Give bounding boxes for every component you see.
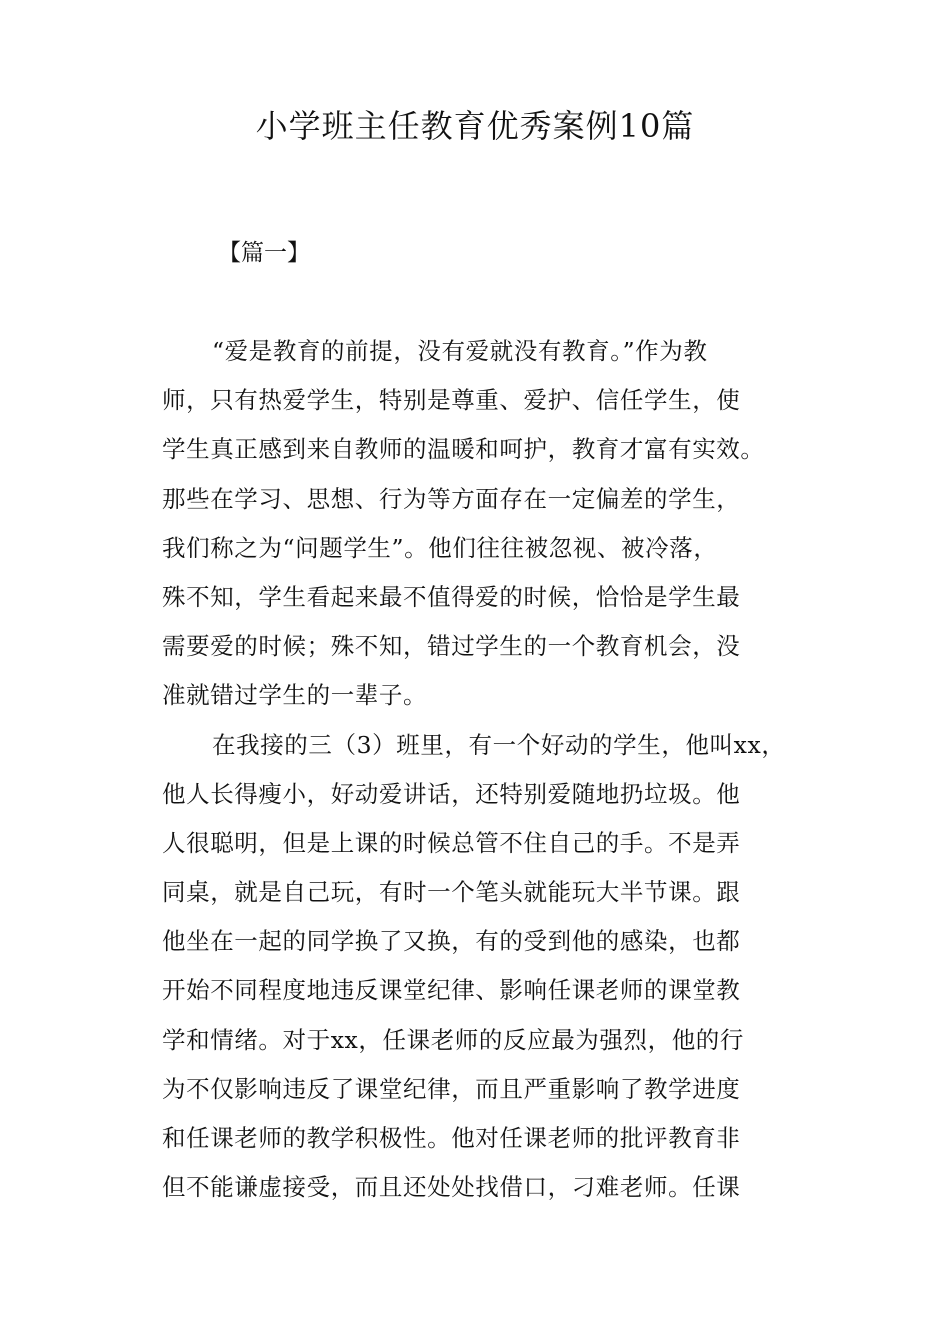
text-line: 和任课老师的教学积极性。他对任课老师的批评教育非 [162,1124,741,1152]
text-line: 学生真正感到来自教师的温暖和呵护，教育才富有实效。 [162,435,765,464]
text-line: 需要爱的时候；殊不知，错过学生的一个教育机会，没 [162,632,741,661]
text-line: 师，只有热爱学生，特别是尊重、爱护、信任学生，使 [162,386,741,415]
text-line: 他坐在一起的同学换了又换，有的受到他的感染，也都 [162,927,741,956]
text-line: 但不能谦虚接受，而且还处处找借口，刁难老师。任课 [162,1173,741,1202]
text-line: 同桌，就是自己玩，有时一个笔头就能玩大半节课。跟 [162,878,741,907]
section-label: 【篇一】 [218,240,310,266]
text-line: 他人长得瘦小，好动爱讲话，还特别爱随地扔垃圾。他 [162,779,741,808]
text-line: “爱是教育的前提，没有爱就没有教育。”作为教 [212,337,708,365]
text-line: 那些在学习、思想、行为等方面存在一定偏差的学生， [162,484,741,513]
text-line: 学和情绪。对于xx，任课老师的反应最为强烈，他的行 [162,1025,745,1054]
text-line: 殊不知，学生看起来最不值得爱的时候，恰恰是学生最 [162,582,741,611]
text-line: 我们称之为“问题学生”。他们往往被忽视、被冷落， [162,533,718,562]
text-line: 在我接的三（3）班里，有一个好动的学生，他叫xx， [212,730,786,759]
body-text [162,334,852,1219]
text-line: 人很聪明，但是上课的时候总管不住自己的手。不是弄 [162,828,741,857]
text-line: 准就错过学生的一辈子。 [162,681,428,710]
text-line: 为不仅影响违反了课堂纪律，而且严重影响了教学进度 [162,1074,741,1103]
document-title: 小学班主任教育优秀案例10篇 [255,107,695,145]
text-line: 开始不同程度地违反课堂纪律、影响任课老师的课堂教 [162,976,741,1005]
